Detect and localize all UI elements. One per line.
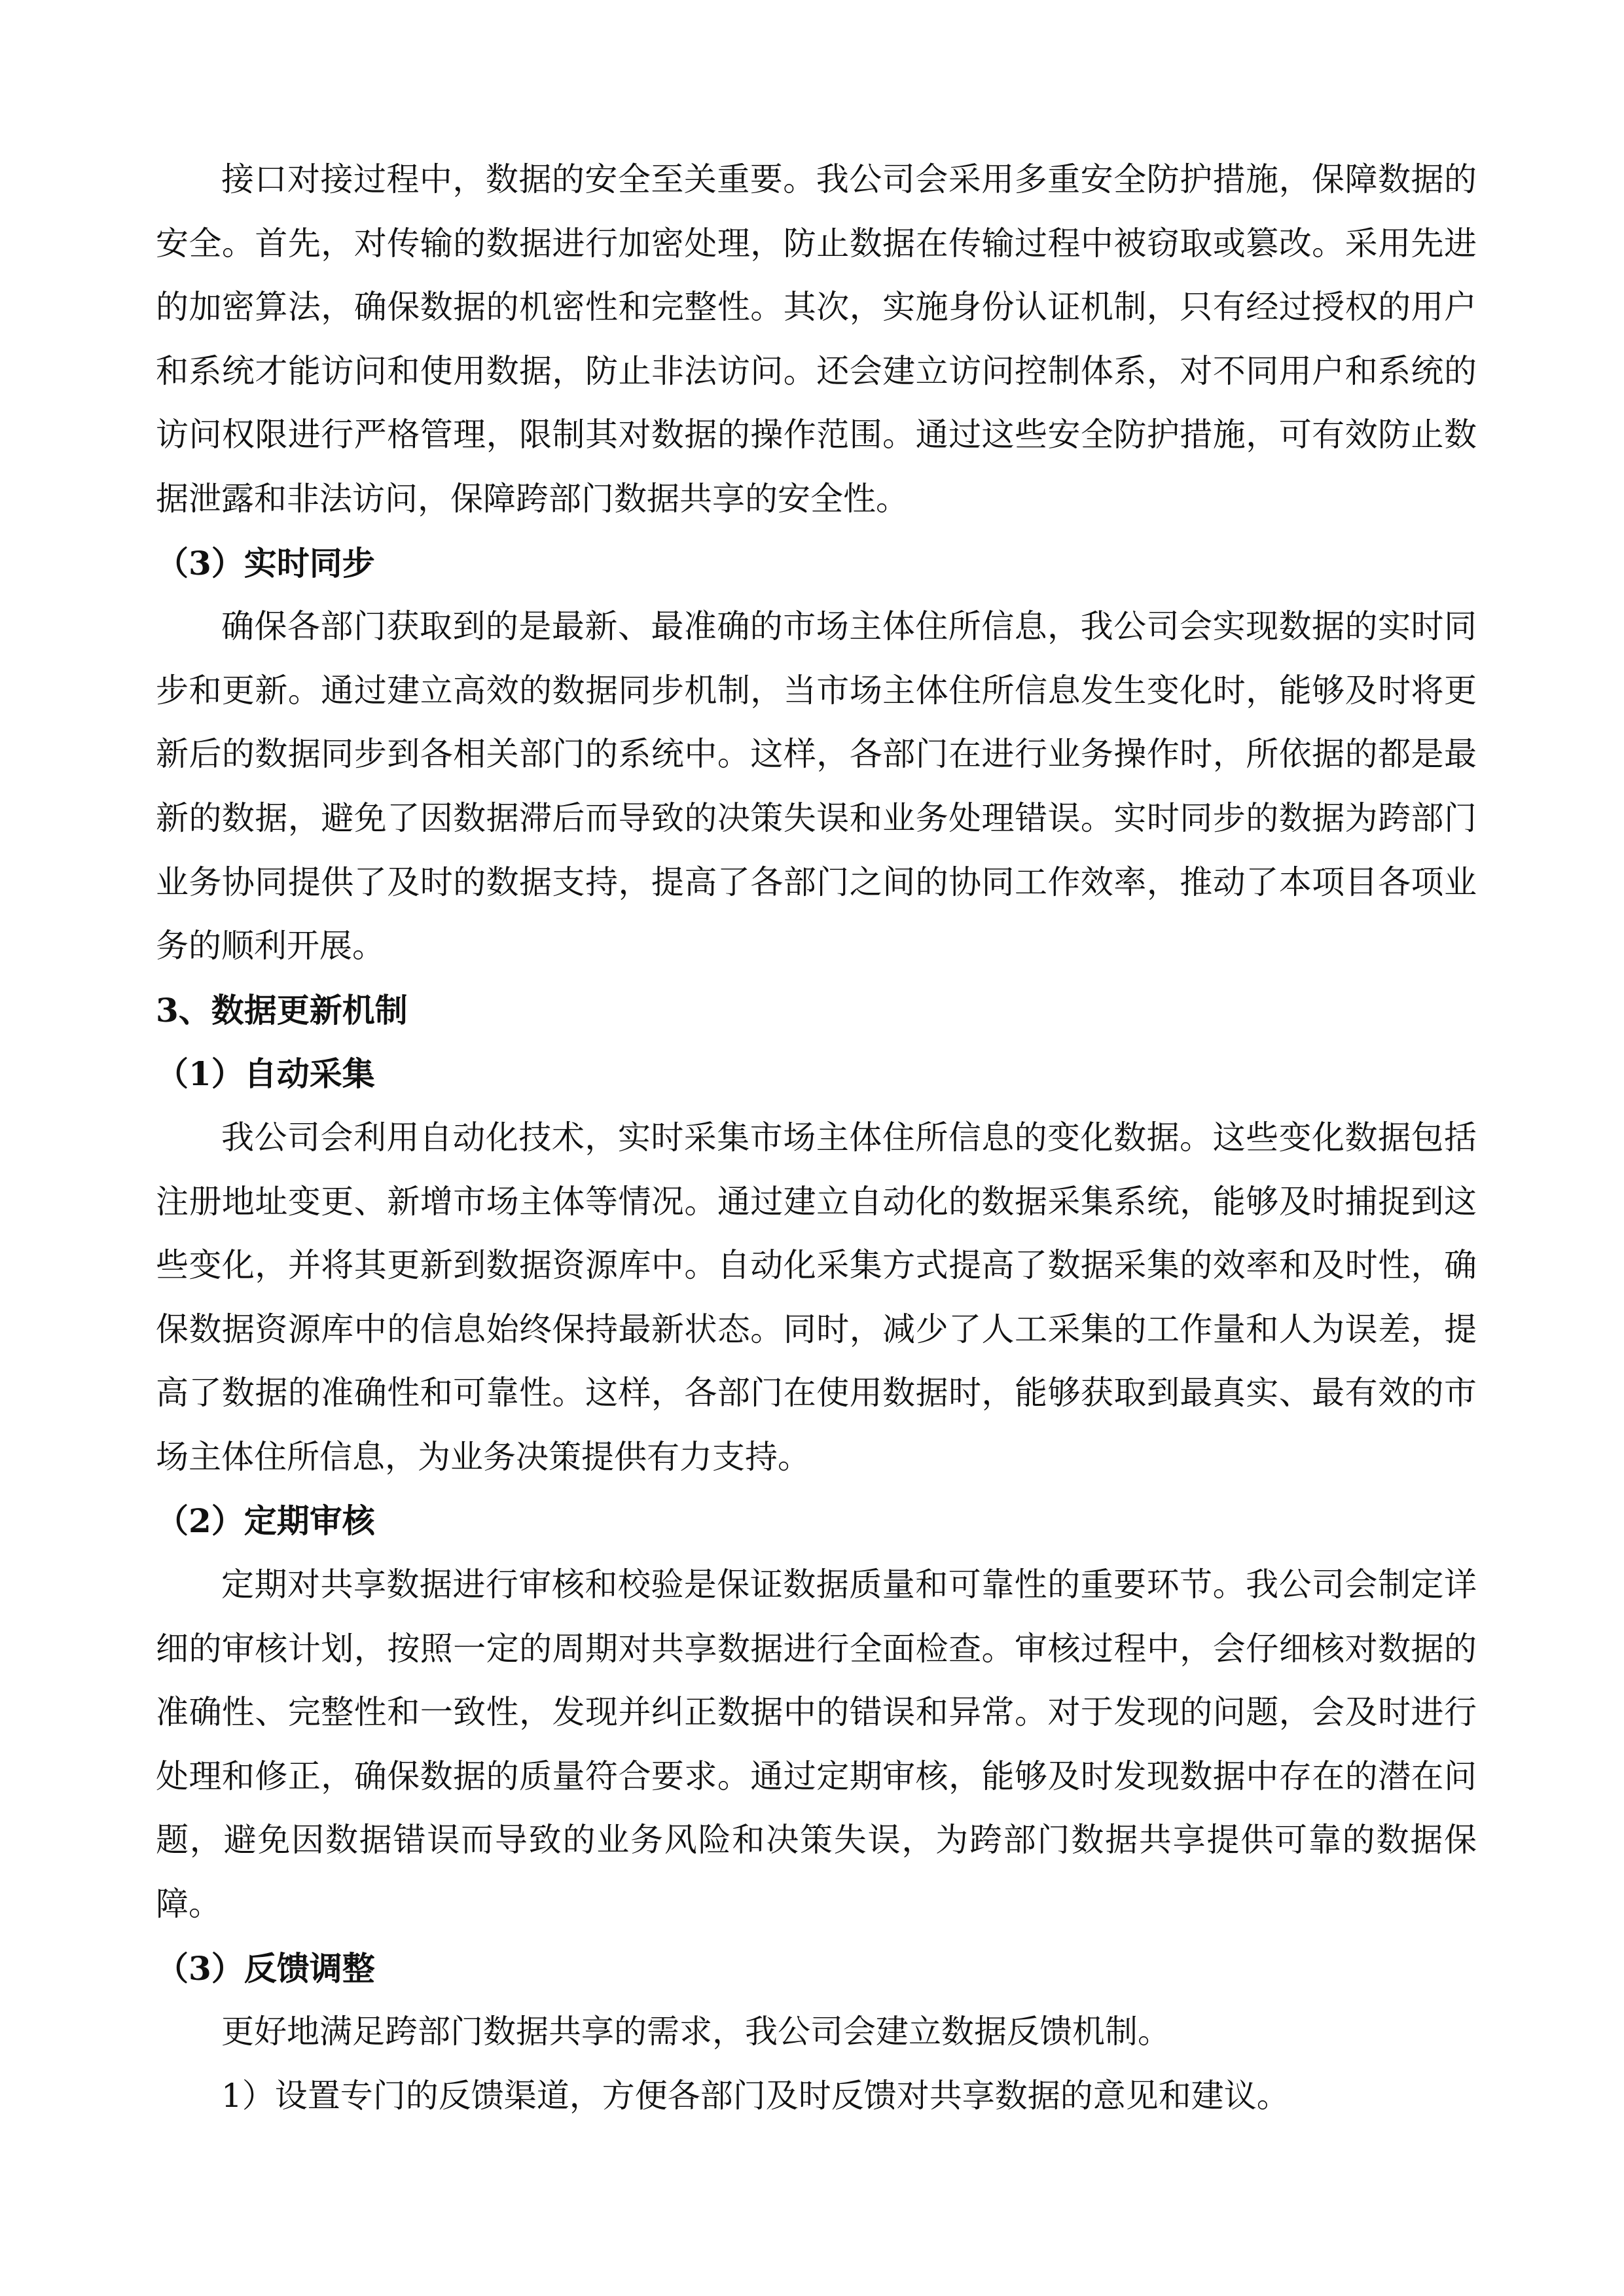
paragraph-line: 保数据资源库中的信息始终保持最新状态。同时，减少了人工采集的工作量和人为误差，提 — [156, 1310, 1477, 1348]
paragraph-line: 步和更新。通过建立高效的数据同步机制，当市场主体住所信息发生变化时，能够及时将更 — [156, 671, 1477, 709]
section-update-mechanism — [156, 978, 1477, 2128]
paragraph-line: 接口对接过程中，数据的安全至关重要。我公司会采用多重安全防护措施，保障数据的 — [221, 160, 1477, 198]
list-item: 1）设置专门的反馈渠道，方便各部门及时反馈对共享数据的意见和建议。 — [221, 2076, 1290, 2115]
section-realtime-sync — [156, 531, 1477, 978]
paragraph-line: 障。 — [156, 1885, 221, 1924]
subsection-heading: （3）反馈调整 — [156, 1948, 375, 1988]
subsection-heading: （1）自动采集 — [156, 1054, 375, 1094]
subsection-periodic-review — [156, 1489, 1477, 1936]
paragraph-line: 我公司会利用自动化技术，实时采集市场主体住所信息的变化数据。这些变化数据包括 — [221, 1118, 1477, 1157]
paragraph-line: 注册地址变更、新增市场主体等情况。通过建立自动化的数据采集系统，能够及时捕捉到这 — [156, 1182, 1477, 1221]
subsection-heading: （2）定期审核 — [156, 1501, 375, 1541]
section-heading: （3）实时同步 — [156, 543, 375, 583]
paragraph-line: 更好地满足跨部门数据共享的需求，我公司会建立数据反馈机制。 — [221, 2013, 1170, 2051]
paragraph-line: 细的审核计划，按照一定的周期对共享数据进行全面检查。审核过程中，会仔细核对数据的 — [156, 1629, 1477, 1668]
paragraph-line: 新后的数据同步到各相关部门的系统中。这样，各部门在进行业务操作时，所依据的都是最 — [156, 735, 1477, 774]
paragraph-line: 高了数据的准确性和可靠性。这样，各部门在使用数据时，能够获取到最真实、最有效的市 — [156, 1374, 1477, 1412]
paragraph-line: 业务协同提供了及时的数据支持，提高了各部门之间的协同工作效率，推动了本项目各项业 — [156, 863, 1477, 901]
paragraph-line: 题，避免因数据错误而导致的业务风险和决策失误，为跨部门数据共享提供可靠的数据保 — [156, 1821, 1477, 1859]
subsection-auto-collection — [156, 1042, 1477, 1489]
paragraph-line: 些变化，并将其更新到数据资源库中。自动化采集方式提高了数据采集的效率和及时性，确 — [156, 1246, 1477, 1285]
paragraph-data-security — [156, 148, 1477, 531]
subsection-feedback-adjustment — [156, 1937, 1477, 2128]
section-heading: 3、数据更新机制 — [156, 990, 408, 1030]
paragraph-line: 定期对共享数据进行审核和校验是保证数据质量和可靠性的重要环节。我公司会制定详 — [221, 1566, 1477, 1604]
paragraph-line: 和系统才能访问和使用数据，防止非法访问。还会建立访问控制体系，对不同用户和系统的 — [156, 351, 1477, 390]
paragraph-line: 安全。首先，对传输的数据进行加密处理，防止数据在传输过程中被窃取或篡改。采用先进 — [156, 224, 1477, 262]
paragraph-line: 的加密算法，确保数据的机密性和完整性。其次，实施身份认证机制，只有经过授权的用户 — [156, 288, 1477, 327]
document-body — [156, 148, 1477, 2128]
paragraph-line: 访问权限进行严格管理，限制其对数据的操作范围。通过这些安全防护措施，可有效防止数 — [156, 416, 1477, 454]
paragraph-line: 新的数据，避免了因数据滞后而导致的决策失误和业务处理错误。实时同步的数据为跨部门 — [156, 798, 1477, 837]
paragraph-line: 据泄露和非法访问，保障跨部门数据共享的安全性。 — [156, 479, 909, 518]
paragraph-line: 处理和修正，确保数据的质量符合要求。通过定期审核，能够及时发现数据中存在的潜在问 — [156, 1757, 1477, 1795]
paragraph-line: 确保各部门获取到的是最新、最准确的市场主体住所信息，我公司会实现数据的实时同 — [221, 607, 1477, 646]
paragraph-line: 务的顺利开展。 — [156, 927, 385, 965]
paragraph-line: 准确性、完整性和一致性，发现并纠正数据中的错误和异常。对于发现的问题，会及时进行 — [156, 1693, 1477, 1732]
paragraph-line: 场主体住所信息，为业务决策提供有力支持。 — [156, 1437, 810, 1476]
